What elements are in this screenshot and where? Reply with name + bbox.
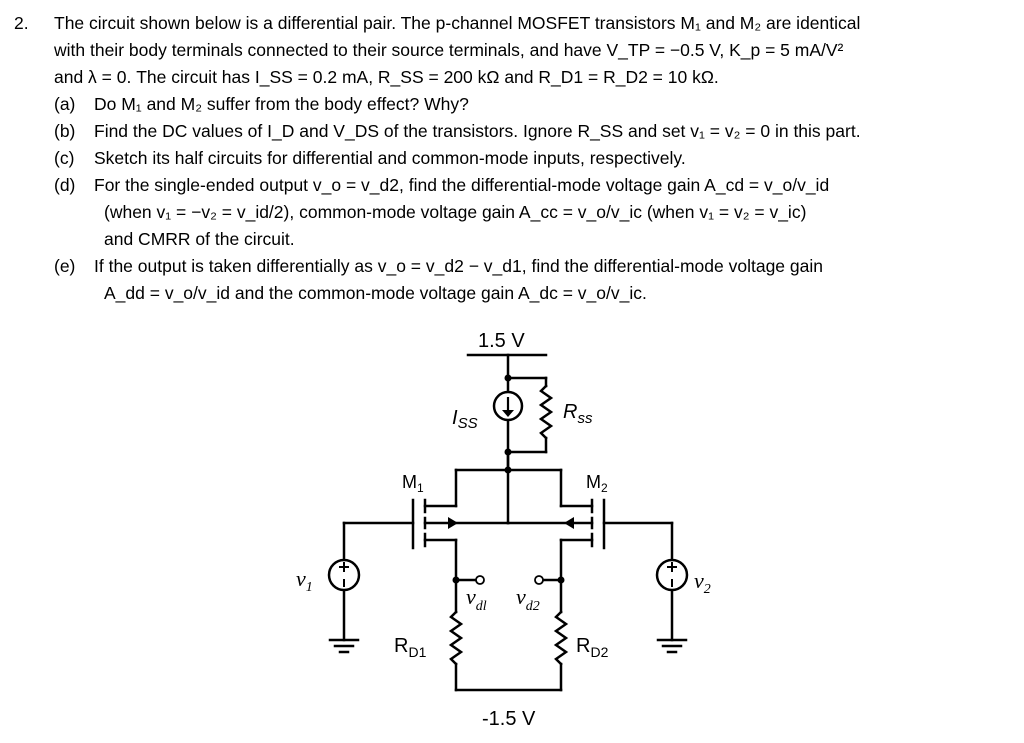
problem-intro-3: and λ = 0. The circuit has I_SS = 0.2 mA, R_SS = 200 kΩ and R_D1 = R_D2 = 10 kΩ. xyxy=(54,67,719,87)
vss-label: -1.5 V xyxy=(482,708,536,730)
v1-label: $v_1$ xyxy=(296,566,313,595)
rd2-label: $R_{D2}$ xyxy=(576,635,609,660)
part-e-text-2: A_dd = v_o/v_id and the common-mode voltage gain A_dc = v_o/v_ic. xyxy=(104,283,647,303)
rd2-resistor xyxy=(556,612,566,664)
part-c-text: Sketch its half circuits for differential and common-mode inputs, respectively. xyxy=(94,148,686,168)
part-d-label: (d) xyxy=(54,175,76,195)
problem-intro-1: The circuit shown below is a differential pair. The p-channel MOSFET transistors M₁ and M₂ are identical xyxy=(54,13,861,33)
m2-body-arrow-icon xyxy=(564,517,574,529)
rss-resistor xyxy=(541,386,551,438)
part-a-label: (a) xyxy=(54,94,76,114)
junction-source xyxy=(505,467,512,474)
part-a-text: Do M₁ and M₂ suffer from the body effect? Why? xyxy=(94,94,469,114)
junction-vd1 xyxy=(453,577,460,584)
part-c-label: (c) xyxy=(54,148,75,168)
problem-intro-2: with their body terminals connected to their source terminals, and have V_TP = −0.5 V, K_p = 5 mA/V² xyxy=(54,40,844,60)
iss-label: $I_{SS}$ xyxy=(452,407,478,432)
rd1-label: $R_{D1}$ xyxy=(394,635,427,660)
problem-number: 2. xyxy=(14,13,29,33)
part-e-label: (e) xyxy=(54,256,76,276)
vd2-label: $v_{d2}$ xyxy=(516,584,540,614)
v2-label: $v_2$ xyxy=(694,568,711,597)
rss-label: $R_{ss}$ xyxy=(563,401,593,427)
vd1-terminal xyxy=(476,576,484,584)
m2-label: $M_2$ xyxy=(586,472,608,495)
junction-vdd xyxy=(505,375,512,382)
rd1-resistor xyxy=(451,612,461,664)
m1-body-arrow-icon xyxy=(448,517,458,529)
part-e-text-1: If the output is taken differentially as v_o = v_d2 − v_d1, find the differential-mode voltage gain xyxy=(94,256,823,276)
part-d-text-3: and CMRR of the circuit. xyxy=(104,229,295,249)
part-b-label: (b) xyxy=(54,121,76,141)
part-b-text: Find the DC values of I_D and V_DS of the transistors. Ignore R_SS and set v₁ = v₂ = 0 in this part. xyxy=(94,121,861,141)
m1-label: $M_1$ xyxy=(402,472,424,495)
vd1-label: $v_{dl}$ xyxy=(466,584,487,614)
junction-tail xyxy=(505,449,512,456)
part-d-text-2: (when v₁ = −v₂ = v_id/2), common-mode voltage gain A_cc = v_o/v_ic (when v₁ = v₂ = v_ic) xyxy=(104,202,807,222)
vdd-label: 1.5 V xyxy=(478,330,525,352)
part-d-text-1: For the single-ended output v_o = v_d2, find the differential-mode voltage gain A_cd = v_o/v_id xyxy=(94,175,830,195)
junction-vd2 xyxy=(558,577,565,584)
vd2-terminal xyxy=(535,576,543,584)
